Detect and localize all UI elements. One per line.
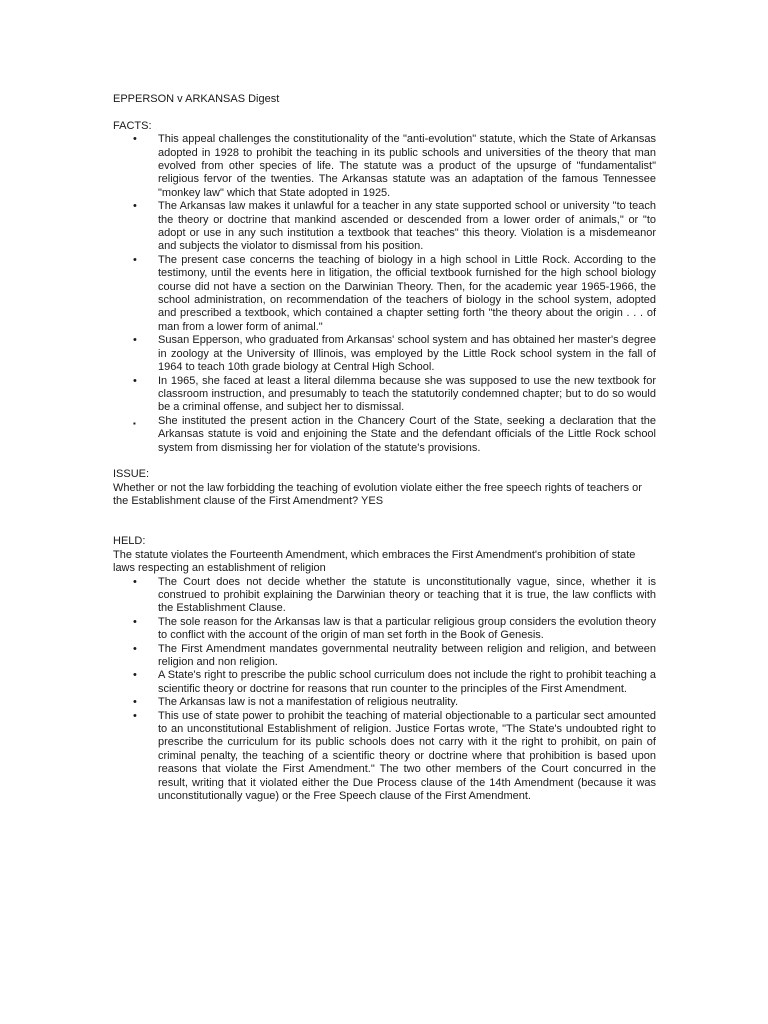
bullet-icon: • xyxy=(133,642,137,655)
held-item-text: This use of state power to prohibit the teaching of material objectionable to a particular sect amounted to an unconstitutional Establishment of religion. Justice Fortas wrote, "The State's undoubted right to prescribe the curriculum for its public schools does not carry with it the right to prohibit, on pain of criminal penalty, the teaching of a scientific theory or doctrine where that prohibition is based upon reasons that violate the First Amendment." The two other members of the Court concurred in the result, writing that it violated either the Due Process clause of the 14th Amendment (because it was unconstitutionally vague) or the Free Speech clause of the First Amendment. xyxy=(158,709,656,803)
held-item xyxy=(113,710,656,804)
bullet-icon: • xyxy=(133,696,137,709)
bullet-icon: • xyxy=(133,709,137,722)
facts-item-text: The Arkansas law makes it unlawful for a teacher in any state supported school or university "to teach the theory or doctrine that mankind ascended or descended from a lower order of animals," or "to adopt or use in any such institution a textbook that teaches" this theory. Violation is a misdemeanor and subjects the violator to dismissal from his position. xyxy=(158,200,656,253)
facts-item xyxy=(113,200,656,254)
bullet-icon: • xyxy=(133,253,137,266)
bullet-icon: • xyxy=(133,200,137,213)
held-item-text: The sole reason for the Arkansas law is that a particular religious group considers the evolution theory to conflict with the account of the origin of man set forth in the Book of Genesis. xyxy=(158,615,656,642)
facts-item-text: She instituted the present action in the Chancery Court of the State, seeking a declaration that the Arkansas statute is void and enjoining the State and the defendant officials of the Little Rock school system from dismissing her for violation of the statute's provisions. xyxy=(158,414,656,454)
held-item-text: A State's right to prescribe the public school curriculum does not include the right to prohibit teaching a scientific theory or doctrine for reasons that run counter to the principles of the First Amendment. xyxy=(158,669,656,695)
held-item xyxy=(113,616,656,643)
facts-item xyxy=(113,334,656,374)
held-item xyxy=(113,643,656,670)
held-item xyxy=(113,576,656,616)
facts-item xyxy=(113,133,656,200)
issue-text: Whether or not the law forbidding the teaching of evolution violate either the free speech rights of teachers or the Establishment clause of the First Amendment? YES xyxy=(113,481,642,508)
facts-heading: FACTS: xyxy=(113,119,152,132)
facts-item xyxy=(113,375,656,415)
bullet-icon: • xyxy=(133,133,137,146)
held-item-text: The Arkansas law is not a manifestation of religious neutrality. xyxy=(158,696,459,709)
held-item-text: The Court does not decide whether the statute is unconstitutionally vague, since, whether it is construed to prohibit explaining the Darwinian theory or teaching that it is true, the law conflicts with the Establishment Clause. xyxy=(158,575,656,615)
bullet-icon: • xyxy=(133,615,137,628)
facts-item xyxy=(113,415,656,455)
facts-list xyxy=(113,133,656,455)
bullet-icon: • xyxy=(133,575,137,588)
bullet-icon: • xyxy=(133,669,137,682)
held-item-text: The First Amendment mandates governmental neutrality between religion and religion, and between religion and non religion. xyxy=(158,642,656,669)
held-item xyxy=(113,696,656,709)
document-page xyxy=(113,93,656,803)
facts-item-text: The present case concerns the teaching of biology in a high school in Little Rock. According to the testimony, until the events here in litigation, the official textbook furnished for the high school biology course did not have a section on the Darwinian Theory. Then, for the academic year 1965-1966, the school administration, on recommendation of the teachers of biology in the school system, adopted and prescribed a textbook, which contained a chapter setting forth "the theory about the origin . . . of man from a lower form of animal." xyxy=(158,253,656,333)
held-text: The statute violates the Fourteenth Amendment, which embraces the First Amendment's prohibition of state laws respecting an establishment of religion xyxy=(113,548,636,575)
document-title: EPPERSON v ARKANSAS Digest xyxy=(113,93,280,105)
bullet-icon: • xyxy=(133,374,137,387)
held-list xyxy=(113,576,656,804)
held-item xyxy=(113,669,656,696)
facts-item-text: Susan Epperson, who graduated from Arkansas' school system and has obtained her master's degree in zoology at the University of Illinois, was employed by the Little Rock school system in the fall of 1964 to teach 10th grade biology at Central High School. xyxy=(158,334,656,374)
held-heading: HELD: xyxy=(113,535,146,548)
facts-item-text: In 1965, she faced at least a literal dilemma because she was supposed to use the new textbook for classroom instruction, and presumably to teach the statutorily condemned chapter; but to do so would be a criminal offense, and subject her to dismissal. xyxy=(158,374,656,414)
small-bullet-icon: ▪ xyxy=(133,418,136,428)
bullet-icon: • xyxy=(133,334,137,347)
facts-item-text: This appeal challenges the constitutionality of the "anti-evolution" statute, which the State of Arkansas adopted in 1928 to prohibit the teaching in its public schools and universities of the theory that man evolved from other species of life. The statute was a product of the upsurge of "fundamentalist" religious fervor of the twenties. The Arkansas statute was an adaptation of the famous Tennessee "monkey law" which that State adopted in 1925. xyxy=(158,133,656,199)
facts-item xyxy=(113,254,656,334)
issue-heading: ISSUE: xyxy=(113,468,150,481)
